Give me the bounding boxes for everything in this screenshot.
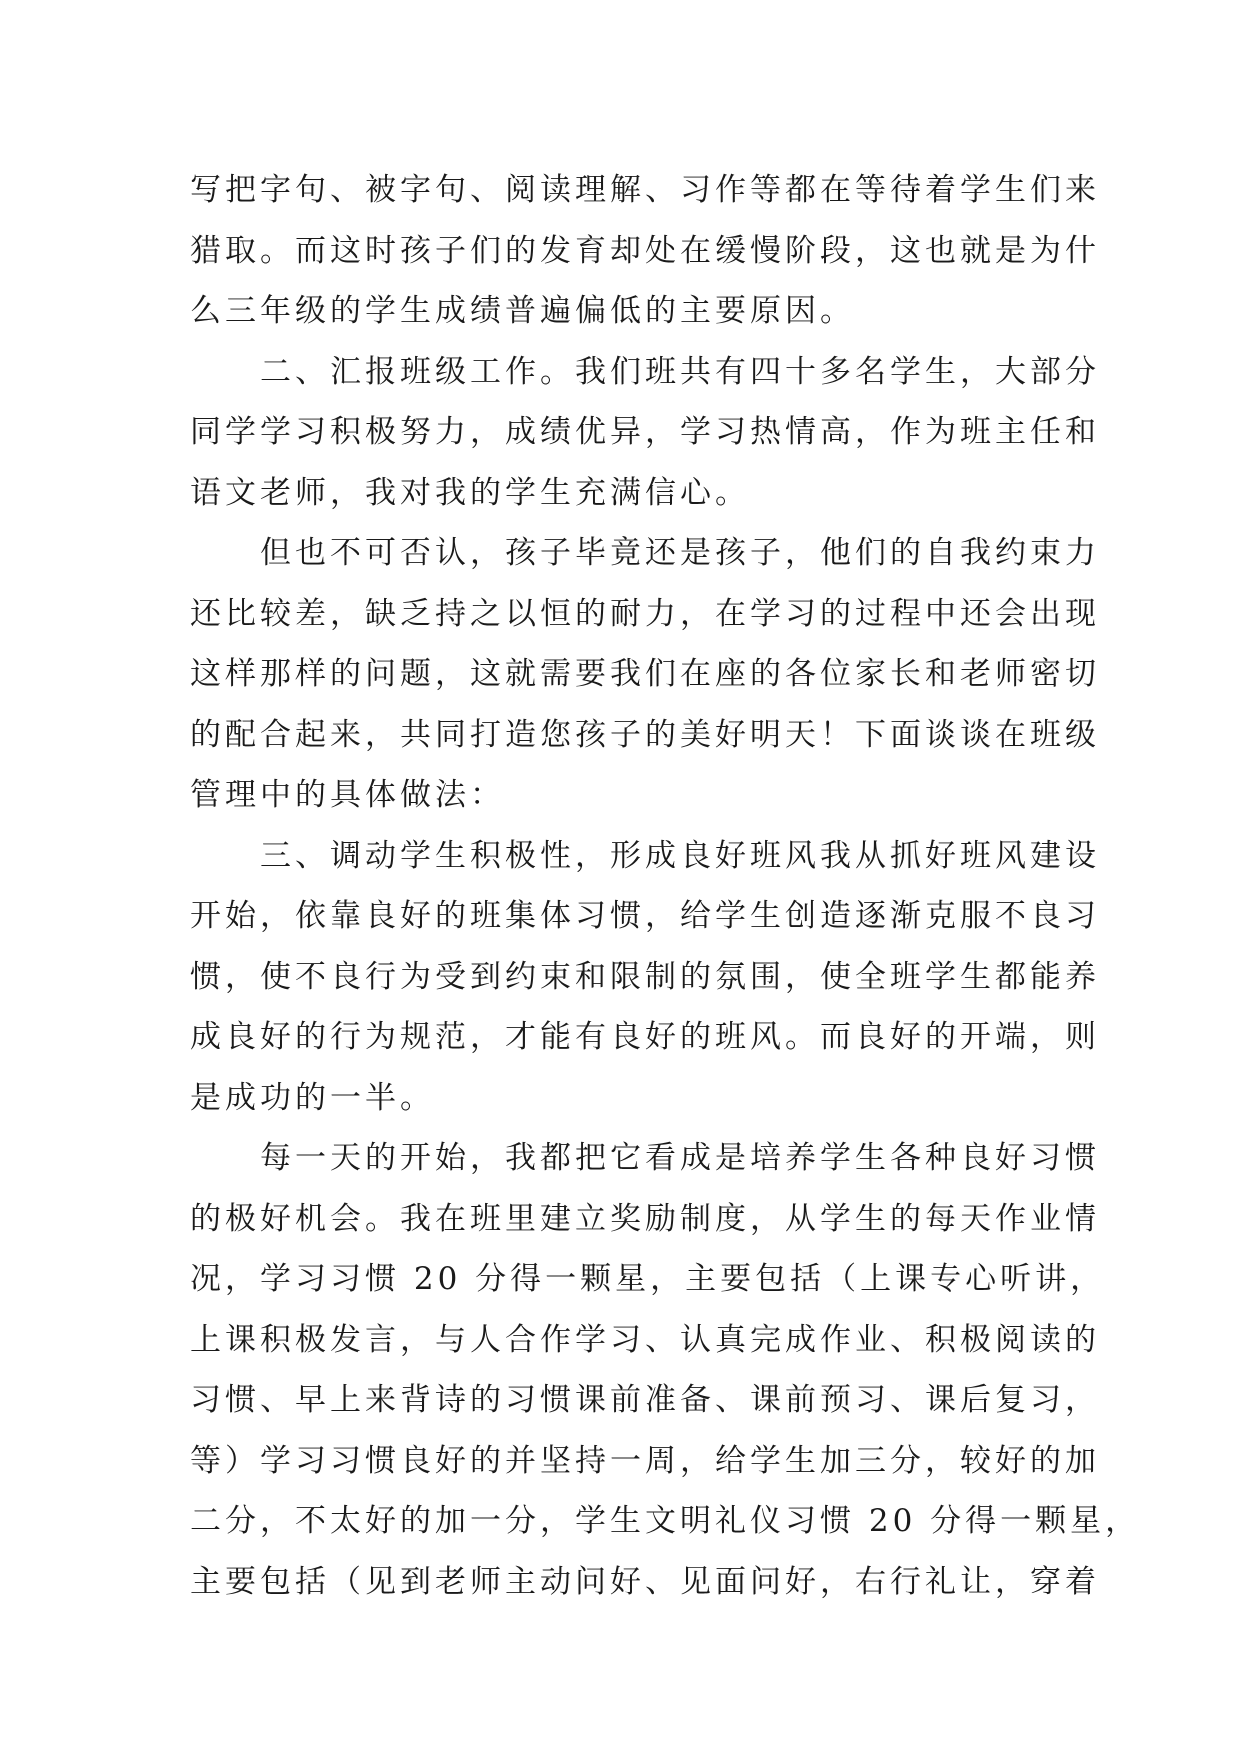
text-line: 等）学习习惯良好的并坚持一周，给学生加三分，较好的加 — [190, 1442, 1100, 1479]
text-line: 的配合起来，共同打造您孩子的美好明天！下面谈谈在班级 — [190, 716, 1100, 753]
text-line: 么三年级的学生成绩普遍偏低的主要原因。 — [190, 293, 855, 329]
paragraph-start-line: 三、调动学生积极性，形成良好班风我从抓好班风建设 — [260, 837, 1100, 874]
text-line: 猎取。而这时孩子们的发育却处在缓慢阶段，这也就是为什 — [190, 232, 1100, 269]
paragraph-start-line: 每一天的开始，我都把它看成是培养学生各种良好习惯 — [260, 1140, 1100, 1176]
text-line: 是成功的一半。 — [190, 1079, 435, 1116]
text-line: 这样那样的问题，这就需要我们在座的各位家长和老师密切 — [190, 656, 1100, 692]
paragraph-start-line: 二、汇报班级工作。我们班共有四十多名学生，大部分 — [260, 353, 1100, 390]
text-line: 管理中的具体做法： — [190, 777, 505, 813]
text-line: 开始，依靠良好的班集体习惯，给学生创造逐渐克服不良习 — [190, 898, 1100, 934]
text-line: 写把字句、被字句、阅读理解、习作等都在等待着学生们来 — [190, 172, 1100, 208]
text-line: 的极好机会。我在班里建立奖励制度，从学生的每天作业情 — [190, 1200, 1100, 1237]
document-body — [190, 160, 1141, 1612]
text-line: 况，学习习惯 20 分得一颗星，主要包括（上课专心听讲， — [190, 1261, 1106, 1297]
text-line: 习惯、早上来背诗的习惯课前准备、课前预习、课后复习， — [190, 1382, 1100, 1418]
text-line: 同学学习积极努力，成绩优异，学习热情高，作为班主任和 — [190, 414, 1100, 450]
text-line: 二分，不太好的加一分，学生文明礼仪习惯 20 分得一颗星， — [190, 1503, 1141, 1539]
paragraph-start-line: 但也不可否认，孩子毕竟还是孩子，他们的自我约束力 — [260, 535, 1100, 571]
text-line: 主要包括（见到老师主动问好、见面问好，右行礼让，穿着 — [190, 1563, 1100, 1600]
text-line: 还比较差，缺乏持之以恒的耐力，在学习的过程中还会出现 — [190, 595, 1100, 632]
text-line: 语文老师，我对我的学生充满信心。 — [190, 474, 750, 511]
text-line: 惯，使不良行为受到约束和限制的氛围，使全班学生都能养 — [190, 958, 1100, 995]
text-line: 成良好的行为规范，才能有良好的班风。而良好的开端，则 — [190, 1019, 1100, 1055]
text-line: 上课积极发言，与人合作学习、认真完成作业、积极阅读的 — [190, 1321, 1100, 1358]
